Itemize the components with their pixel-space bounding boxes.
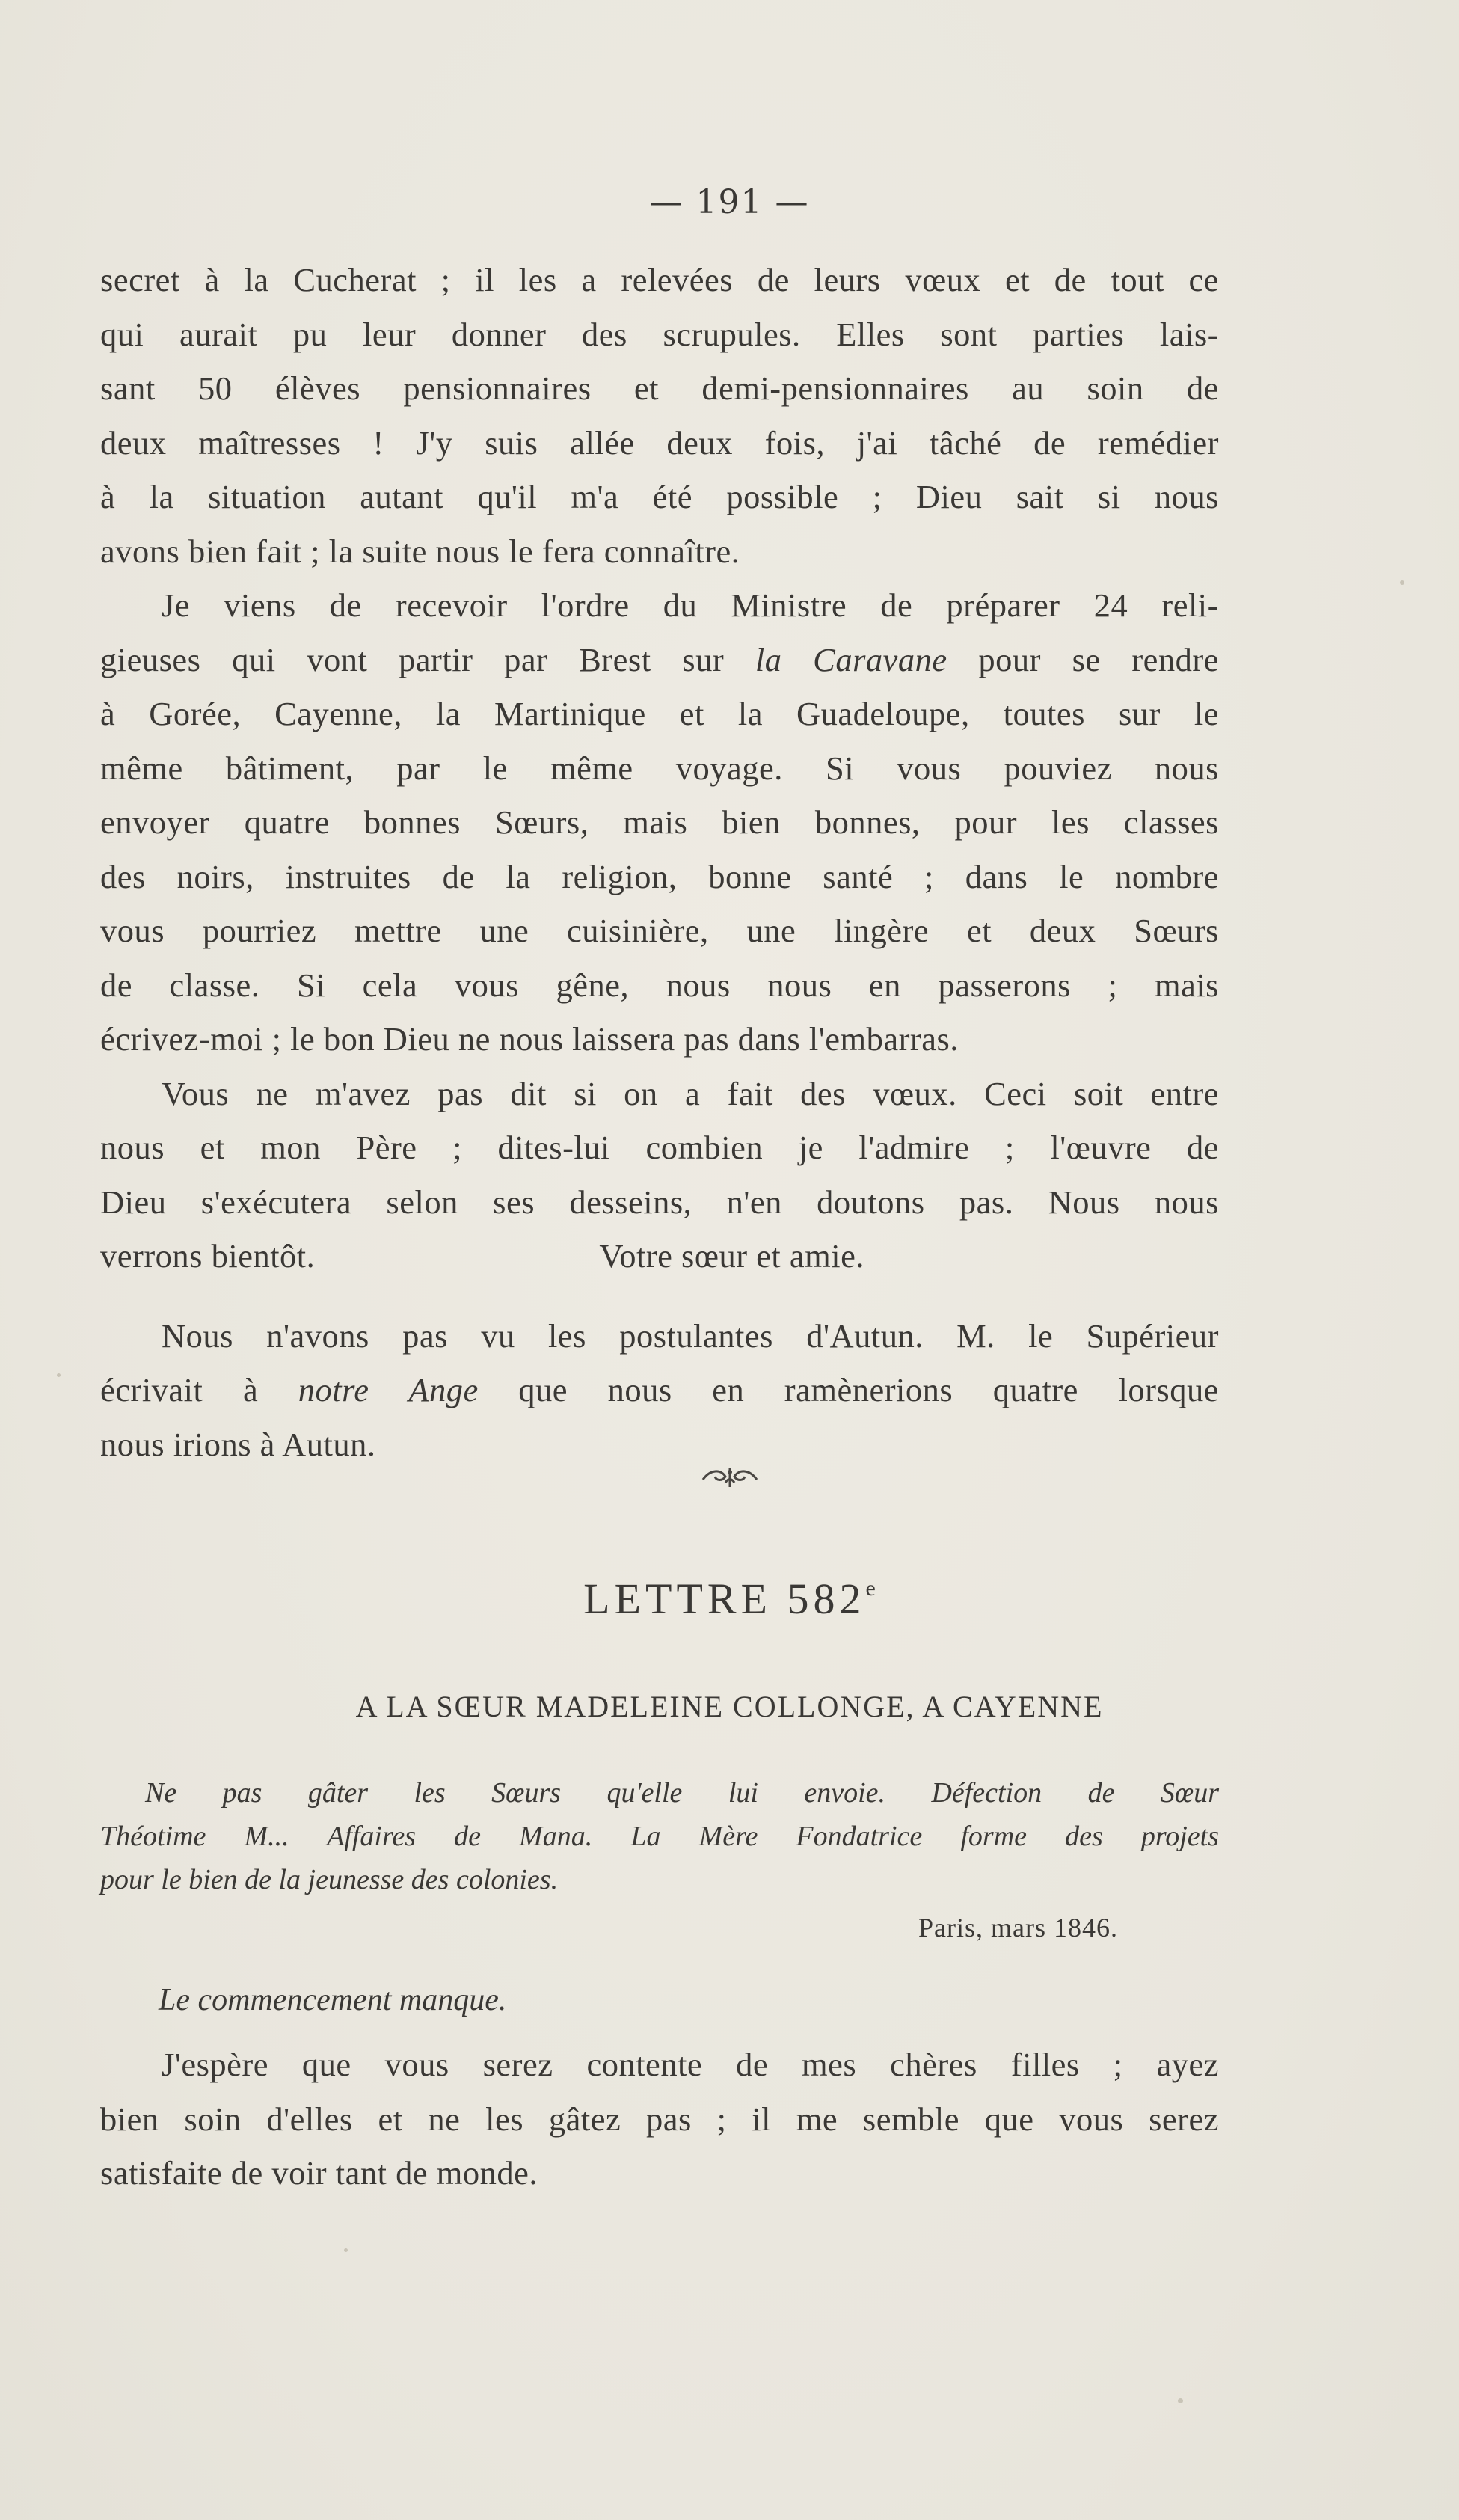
letter-title	[0, 1574, 1459, 1624]
fleuron-icon	[0, 1465, 1459, 1493]
text-line: vous pourriez mettre une cuisinière, une lingère et deux Sœurs	[100, 912, 1219, 949]
text-line: satisfaite de voir tant de monde.	[100, 2154, 538, 2192]
text-line: avons bien fait ; la suite nous le fera connaître.	[100, 532, 740, 570]
text-line: à Gorée, Cayenne, la Martinique et la Guadeloupe, toutes sur le	[100, 695, 1219, 732]
closing-text: verrons bientôt.	[100, 1237, 316, 1275]
summary-line: Théotime M... Affaires de Mana. La Mère Fondatrice forme des projets	[100, 1821, 1219, 1852]
italic-fragment: la Caravane	[755, 640, 947, 678]
page-number: — 191 —	[649, 183, 810, 221]
paper-speck	[344, 2248, 348, 2252]
closing-line	[100, 1229, 1219, 1284]
postscript-line2: écrivait à notre Ange que nous en ramènerions quatre lorsque	[100, 1371, 1219, 1408]
text-line: Je viens de recevoir l'ordre du Ministre de préparer 24 reli-	[162, 586, 1219, 624]
summary-line: pour le bien de la jeunesse des colonies.	[100, 1864, 559, 1895]
text-line: Dieu s'exécutera selon ses desseins, n'en doutons pas. Nous nous	[100, 1183, 1219, 1221]
text-line: des noirs, instruites de la religion, bonne santé ; dans le nombre	[100, 857, 1219, 895]
text-line: sant 50 élèves pensionnaires et demi-pensionnaires au soin de	[100, 370, 1219, 407]
place-date: Paris, mars 1846.	[918, 1913, 1118, 1943]
letter-body	[100, 2038, 1219, 2201]
text-line	[100, 1363, 1219, 1417]
italic-fragment: notre Ange	[298, 1371, 479, 1408]
text-line: J'espère que vous serez contente de mes chères filles ; ayez	[162, 2046, 1219, 2083]
previous-letter-text	[100, 253, 1219, 1471]
text-line: nous et mon Père ; dites-lui combien je l'admire ; l'œuvre de	[100, 1129, 1219, 1166]
signature-closing: Votre sœur et amie.	[599, 1237, 865, 1275]
text-line: envoyer quatre bonnes Sœurs, mais bien bonnes, pour les classes	[100, 803, 1219, 841]
text-line: qui aurait pu leur donner des scrupules. Elles sont parties lais-	[100, 315, 1219, 353]
letter-addressee: A LA SŒUR MADELEINE COLLONGE, A CAYENNE	[355, 1690, 1104, 1723]
letter-title-sup: e	[865, 1576, 876, 1601]
beginning-note: Le commencement manque.	[159, 1983, 507, 2017]
text-line: secret à la Cucherat ; il les a relevées de leurs vœux et de tout ce	[100, 261, 1219, 298]
text-line: à la situation autant qu'il m'a été possible ; Dieu sait si nous	[100, 478, 1219, 515]
paper-speck	[1400, 580, 1404, 585]
paper-speck	[57, 1373, 61, 1377]
text-line: deux maîtresses ! J'y suis allée deux fois, j'ai tâché de remédier	[100, 423, 1219, 462]
letter-title-text: LETTRE 582	[583, 1575, 866, 1623]
text-line: écrivez-moi ; le bon Dieu ne nous laissera pas dans l'embarras.	[100, 1020, 959, 1058]
text-line: nous irions à Autun.	[100, 1425, 376, 1463]
summary-line: Ne pas gâter les Sœurs qu'elle lui envoie. Défection de Sœur	[145, 1777, 1219, 1809]
text-line: Vous ne m'avez pas dit si on a fait des vœux. Ceci soit entre	[162, 1074, 1219, 1112]
text-line: même bâtiment, par le même voyage. Si vous pouviez nous	[100, 749, 1219, 787]
paragraph2-line2: gieuses qui vont partir par Brest sur la Caravane pour se rendre	[100, 640, 1219, 678]
text-line	[100, 633, 1219, 687]
text-line: Nous n'avons pas vu les postulantes d'Autun. M. le Supérieur	[162, 1316, 1219, 1355]
text-line: bien soin d'elles et ne les gâtez pas ; il me semble que vous serez	[100, 2100, 1219, 2138]
letter-summary	[100, 1771, 1219, 1901]
paper-speck	[1178, 2398, 1183, 2403]
text-line: de classe. Si cela vous gêne, nous nous en passerons ; mais	[100, 966, 1219, 1004]
